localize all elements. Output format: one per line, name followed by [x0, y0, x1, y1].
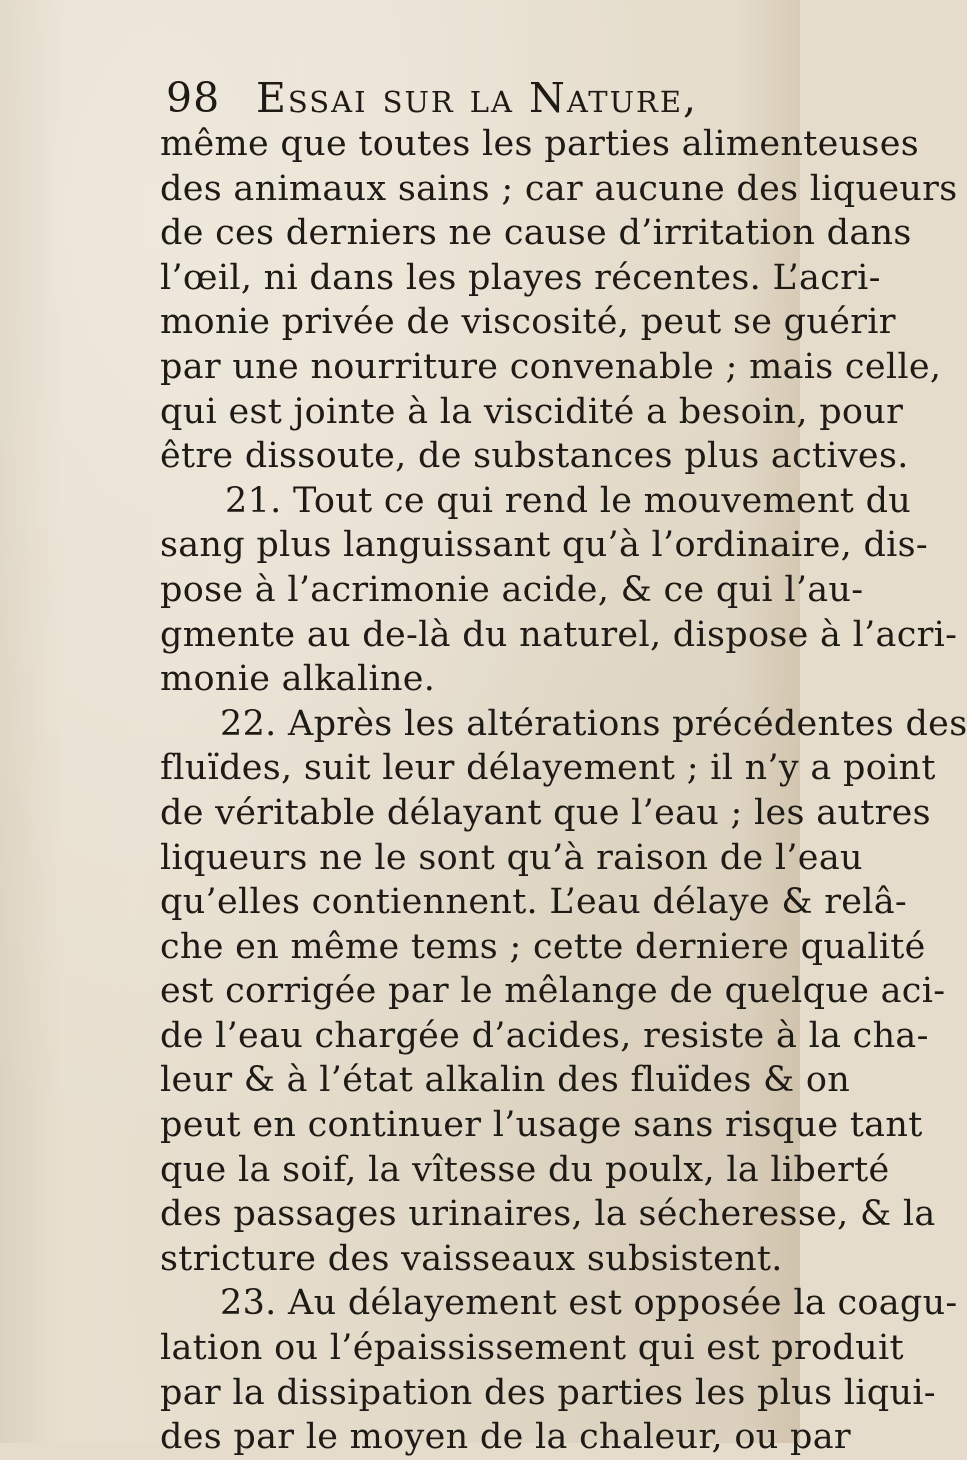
- text-line: que la soif, la vîtesse du poulx, la liberté: [160, 1149, 890, 1190]
- text-line: qui est jointe à la viscidité a besoin, pour: [160, 391, 904, 432]
- text-line: par une nourriture convenable ; mais celle,: [160, 346, 942, 387]
- text-line: même que toutes les parties alimenteuses: [160, 124, 919, 164]
- text-line: peut en continuer l’usage sans risque tant: [160, 1105, 923, 1146]
- text-line: lation ou l’épaississement qui est produit: [160, 1328, 904, 1369]
- page-number: 98: [166, 74, 221, 122]
- text-line: qu’elles contiennent. L’eau délaye & relâ-: [160, 882, 908, 923]
- text-line: liqueurs ne le sont qu’à raison de l’eau: [160, 837, 863, 878]
- text-line: des passages urinaires, la sécheresse, & la: [160, 1194, 936, 1235]
- text-line: monie privée de viscosité, peut se guérir: [160, 302, 896, 343]
- page-header: [166, 74, 698, 122]
- text-line: de l’eau chargée d’acides, resiste à la cha-: [160, 1015, 929, 1056]
- text-line: de véritable délayant que l’eau ; les autres: [160, 792, 931, 833]
- paragraph-22-start: 22. Après les altérations précédentes des: [220, 703, 967, 744]
- paragraph-21-start: 21. Tout ce qui rend le mouvement du: [225, 480, 912, 521]
- text-line: des par le moyen de la chaleur, ou par: [160, 1417, 851, 1458]
- text-line: gmente au de-là du naturel, dispose à l’acri-: [160, 614, 958, 655]
- text-line: monie alkaline.: [160, 659, 436, 700]
- paragraph-23-start: 23. Au délayement est opposée la coagu-: [220, 1283, 958, 1324]
- text-line: l’œil, ni dans les playes récentes. L’acri-: [160, 257, 881, 298]
- text-line: pose à l’acrimonie acide, & ce qui l’au-: [160, 569, 864, 610]
- text-line: de ces derniers ne cause d’irritation dans: [160, 213, 912, 254]
- text-line: leur & à l’état alkalin des fluïdes & on: [160, 1060, 851, 1101]
- text-line: par la dissipation des parties les plus liqui-: [160, 1372, 936, 1413]
- body-text: [160, 122, 967, 1460]
- text-line: fluïdes, suit leur délayement ; il n’y a point: [160, 748, 936, 789]
- text-line: des animaux sains ; car aucune des liqueurs: [160, 168, 958, 209]
- text-line: che en même tems ; cette derniere qualité: [160, 926, 926, 967]
- text-line: stricture des vaisseaux subsistent.: [160, 1238, 783, 1279]
- running-title: Essai sur la Nature,: [256, 74, 699, 122]
- text-line: sang plus languissant qu’à l’ordinaire, dis-: [160, 525, 929, 566]
- text-line: est corrigée par le mêlange de quelque aci-: [160, 971, 946, 1012]
- text-line: être dissoute, de substances plus actives.: [160, 436, 909, 477]
